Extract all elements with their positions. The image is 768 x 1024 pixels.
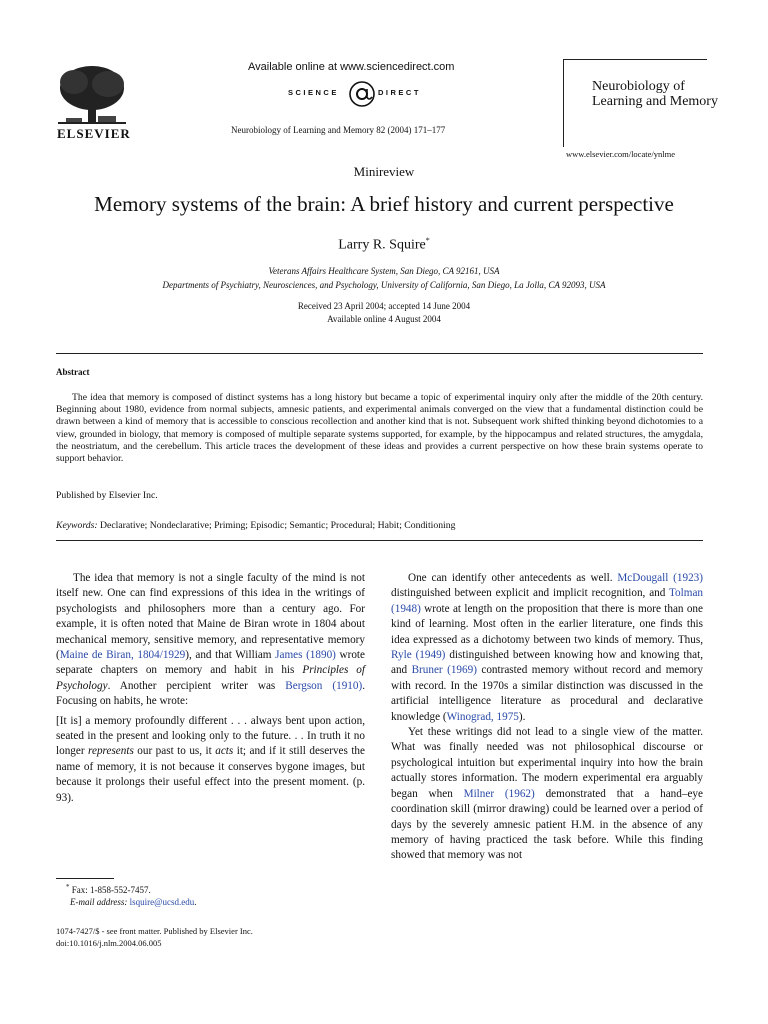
paragraph: One can identify other antecedents as well. McDougall (1923) distinguished between explicit and implicit recognition, and Tolman (1948) wrote at length on the proposition that there is more than one kind of learning. Most often in the earlier literature, one finds this idea expressed as a dichotomy between two kinds of memory. Thus, Ryle (1949) distinguished between knowing how and knowing that, and Bruner (1969) contrasted memory without record and memory with record. In the 1970s a similar distinction was discussed in the artificial intelligence literature as procedural and declarative knowledge (Winograd, 1975). — [391, 572, 703, 723]
paragraph: Yet these writings did not lead to a single view of the matter. What was finally needed was not philosophical discourse or psychological intuition but experimental inquiry into how the brain actually stores information. The modern experimental era arguably began when Milner (1962) demonstrated that a hand–eye coordination skill (mirror drawing) could be learned over a period of days by the severely amnesic patient H.M. in the absence of any memory of having practiced the task before. While this finding showed that memory was not — [391, 726, 703, 862]
journal-title — [592, 80, 718, 109]
citation-link[interactable]: Winograd, 1975 — [446, 710, 519, 723]
footnote-rule — [56, 878, 114, 879]
abstract-top-rule — [56, 353, 703, 354]
keywords-line — [56, 520, 455, 531]
journal-citation: Neurobiology of Learning and Memory 82 (2004) 171–177 — [231, 125, 446, 135]
sd-right-text: DIRECT — [378, 88, 421, 97]
journal-box-top-rule — [563, 59, 707, 60]
citation-link[interactable]: James (1890) — [275, 649, 336, 662]
block-quote: [It is] a memory profoundly different . . . always bent upon action, seated in the present and looking only to the future. . . In truth it no longer represents our past to us, it acts it; and if it still deserves the name of memory, it is not because it conserves bygone images, but because it prolongs their useful effect into the present moment. (p. 93). — [56, 714, 365, 804]
sd-at-icon — [347, 79, 377, 109]
sciencedirect-logo — [288, 79, 428, 109]
body-column-right — [391, 571, 703, 864]
sd-left-text: SCIENCE — [288, 88, 339, 97]
article-title: Memory systems of the brain: A brief history and current perspective — [94, 192, 674, 216]
keywords-label: Keywords: — [56, 520, 98, 531]
journal-url-link[interactable]: www.elsevier.com/locate/ynlme — [566, 149, 675, 159]
journal-title-line2: Learning and Memory — [592, 93, 718, 109]
citation-link[interactable]: Tolman (1948) — [391, 587, 703, 615]
footnote-email: E-mail address: lsquire@ucsd.edu. — [70, 897, 197, 907]
received-dates: Received 23 April 2004; accepted 14 June 2004 — [297, 301, 471, 311]
author-name — [0, 236, 768, 254]
abstract-bottom-rule — [56, 540, 703, 541]
citation-link[interactable]: Ryle (1949) — [391, 649, 446, 662]
affiliation-1: Veterans Affairs Healthcare System, San Diego, CA 92161, USA — [268, 266, 500, 276]
doi-link[interactable]: doi:10.1016/j.nlm.2004.06.005 — [56, 938, 162, 948]
citation-link[interactable]: Bergson (1910) — [285, 679, 363, 692]
section-label: Minireview — [353, 164, 415, 179]
issn-line: 1074-7427/$ - see front matter. Published by Elsevier Inc. — [56, 926, 253, 936]
body-column-left — [56, 571, 365, 806]
publisher-wordmark: ELSEVIER — [57, 126, 131, 141]
journal-title-line1: Neurobiology of — [592, 79, 685, 94]
paragraph: The idea that memory is not a single faculty of the mind is not itself new. One can find expressions of this idea in the writings of psychologists and philosophers more than a century ago. For example, it is often noted that Maine de Biran wrote in 1804 about mechanical memory, sensitive memory, and representative memory (Maine de Biran, 1804/1929), and that William James (1890) wrote separate chapters on memory and habit in his Principles of Psychology. Another percipient writer was Bergson (1910). Focusing on habits, he wrote: — [56, 572, 366, 708]
abstract-published-by: Published by Elsevier Inc. — [56, 490, 158, 501]
available-online-date: Available online 4 August 2004 — [327, 314, 441, 324]
available-online-banner: Available online at www.sciencedirect.com — [248, 61, 455, 73]
abstract-heading: Abstract — [56, 367, 90, 377]
affiliation-2: Departments of Psychiatry, Neurosciences, and Psychology, University of California, San Diego, La Jolla, CA 92093, USA — [162, 280, 606, 290]
journal-box-left-rule — [563, 59, 564, 147]
footnote-fax: * Fax: 1-858-552-7457. — [66, 883, 151, 895]
citation-link[interactable]: Bruner (1969) — [411, 664, 477, 677]
citation-link[interactable]: Maine de Biran, 1804/1929 — [59, 649, 186, 662]
author-footnote-mark[interactable]: * — [425, 236, 430, 245]
author-text: Larry R. Squire — [338, 237, 426, 253]
keywords-list: Declarative; Nondeclarative; Priming; Episodic; Semantic; Procedural; Habit; Conditioning — [100, 520, 456, 531]
citation-link[interactable]: Milner (1962) — [463, 787, 535, 800]
citation-link[interactable]: McDougall (1923) — [617, 572, 703, 584]
abstract-text: The idea that memory is composed of distinct systems has a long history but became a topic of experimental inquiry only after the middle of the 20th century. Beginning about 1980, evidence from normal subjects, amnesic patients, and experimental animals converged on the view that a fundamental distinction could be drawn between a kind of memory that is accessible to conscious recollection and another kind that is not. Subsequent work shifted thinking beyond dichotomies to a view, grounded in biology, that memory is composed of multiple separate systems supported, for example, by the hippocampus and related structures, the amygdala, the neostriatum, and the cerebellum. This article traces the development of these ideas and provides a current perspective on how these brain systems operate to support behavior. — [56, 392, 703, 465]
email-link[interactable]: lsquire@ucsd.edu — [129, 897, 195, 907]
